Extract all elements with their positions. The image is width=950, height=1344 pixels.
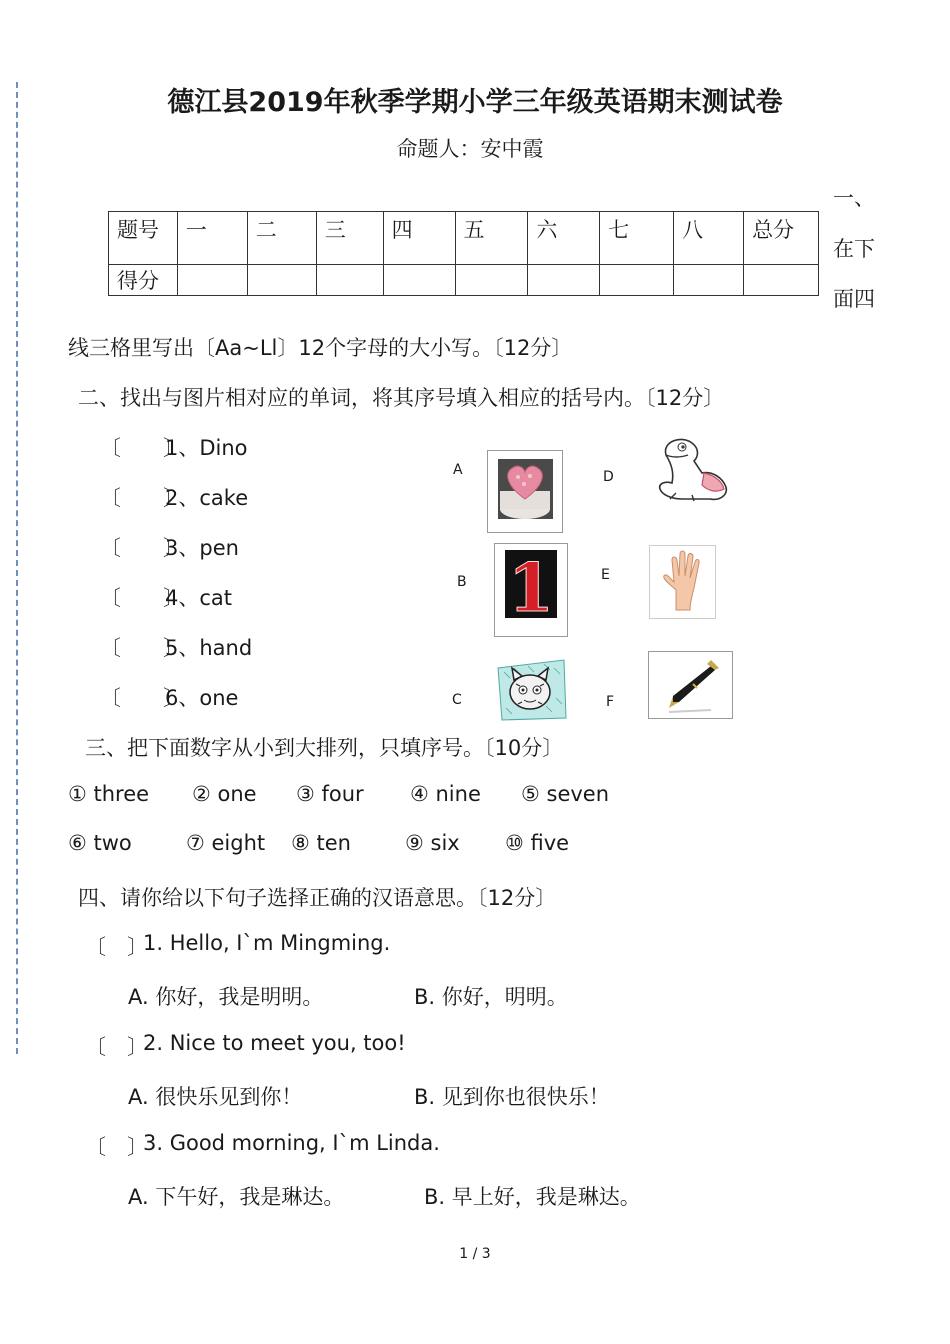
number-one-picture (494, 543, 568, 637)
section1-instruction: 线三格里写出〔Aa~Ll〕12个字母的大小写。〔12分〕 (68, 336, 573, 360)
answer-bracket[interactable]: 〔 〕 (85, 935, 148, 959)
number-word: ③ four (296, 782, 364, 806)
score-header-cell: 六 (528, 212, 600, 265)
word-item: 4、cat (165, 586, 233, 610)
picture-label-b: B (457, 574, 467, 590)
answer-bracket[interactable]: 〔 〕 (85, 1035, 148, 1059)
score-blank-cell[interactable] (247, 265, 316, 296)
score-blank-cell[interactable] (674, 265, 744, 296)
picture-label-f: F (606, 694, 615, 710)
section1-side-1: 一、 (833, 186, 875, 210)
score-header-cell: 八 (674, 212, 744, 265)
score-header-cell: 七 (600, 212, 674, 265)
dino-picture (652, 433, 734, 505)
answer-bracket[interactable]: 〔 〕 (100, 636, 184, 660)
word-item: 6、one (165, 686, 239, 710)
word-item: 2、cake (165, 486, 249, 510)
number-one-glyph: 1 (508, 549, 554, 627)
number-word: ⑥ two (68, 831, 132, 855)
score-blank-cell[interactable] (383, 265, 455, 296)
binding-dash-line (16, 82, 18, 1054)
score-blank-cell[interactable] (177, 265, 247, 296)
score-header-cell: 二 (247, 212, 316, 265)
answer-bracket[interactable]: 〔 〕 (100, 586, 184, 610)
score-header-cell: 题号 (109, 212, 178, 265)
option-a: A. 你好，我是明明。 (128, 985, 324, 1009)
score-blank-cell[interactable] (316, 265, 383, 296)
option-b: B. 见到你也很快乐！ (414, 1085, 610, 1109)
score-blank-cell[interactable] (455, 265, 528, 296)
cat-picture (494, 658, 570, 722)
picture-label-a: A (453, 462, 463, 478)
score-header-cell: 一 (177, 212, 247, 265)
section2-heading: 二、找出与图片相对应的单词，将其序号填入相应的括号内。〔12分〕 (78, 386, 725, 410)
score-header-cell: 四 (383, 212, 455, 265)
number-word: ⑦ eight (186, 831, 266, 855)
question-text: 2. Nice to meet you, too! (143, 1031, 406, 1055)
hand-picture (649, 545, 716, 619)
author-line: 命题人：安中霞 (396, 137, 544, 161)
number-word: ④ nine (410, 782, 481, 806)
score-header-cell: 三 (316, 212, 383, 265)
question-text: 1. Hello, I`m Mingming. (143, 931, 391, 955)
section1-side-3: 面四 (833, 287, 875, 311)
picture-label-e: E (601, 567, 610, 583)
word-item: 3、pen (165, 536, 239, 560)
score-header-cell: 五 (455, 212, 528, 265)
page-number: 1 / 3 (459, 1246, 491, 1262)
question-text: 3. Good morning, I`m Linda. (143, 1131, 440, 1155)
number-word: ① three (68, 782, 150, 806)
word-item: 1、Dino (165, 436, 248, 460)
number-word: ⑤ seven (521, 782, 610, 806)
pen-picture (648, 651, 733, 719)
number-word: ⑧ ten (291, 831, 351, 855)
number-word: ⑩ five (505, 831, 570, 855)
answer-bracket[interactable]: 〔 〕 (100, 486, 184, 510)
word-item: 5、hand (165, 636, 253, 660)
section4-heading: 四、请你给以下句子选择正确的汉语意思。〔12分〕 (78, 886, 557, 910)
answer-bracket[interactable]: 〔 〕 (100, 536, 184, 560)
answer-bracket[interactable]: 〔 〕 (100, 436, 184, 460)
number-word: ⑨ six (405, 831, 460, 855)
option-a: A. 很快乐见到你！ (128, 1085, 303, 1109)
option-a: A. 下午好，我是琳达。 (128, 1185, 345, 1209)
score-header-cell: 总分 (744, 212, 819, 265)
option-b: B. 你好，明明。 (414, 985, 568, 1009)
number-word: ② one (192, 782, 257, 806)
score-blank-cell[interactable] (528, 265, 600, 296)
option-b: B. 早上好，我是琳达。 (424, 1185, 641, 1209)
section1-side-2: 在下 (833, 237, 875, 261)
score-table (108, 211, 819, 296)
answer-bracket[interactable]: 〔 〕 (100, 686, 184, 710)
score-blank-cell[interactable] (744, 265, 819, 296)
section3-heading: 三、把下面数字从小到大排列，只填序号。〔10分〕 (85, 736, 564, 760)
score-blank-cell[interactable] (600, 265, 674, 296)
score-row-label: 得分 (109, 265, 178, 296)
picture-label-c: C (452, 692, 462, 708)
cake-picture (487, 450, 563, 533)
answer-bracket[interactable]: 〔 〕 (85, 1135, 148, 1159)
picture-label-d: D (603, 469, 614, 485)
exam-title: 德江县2019年秋季学期小学三年级英语期末测试卷 (167, 87, 783, 118)
